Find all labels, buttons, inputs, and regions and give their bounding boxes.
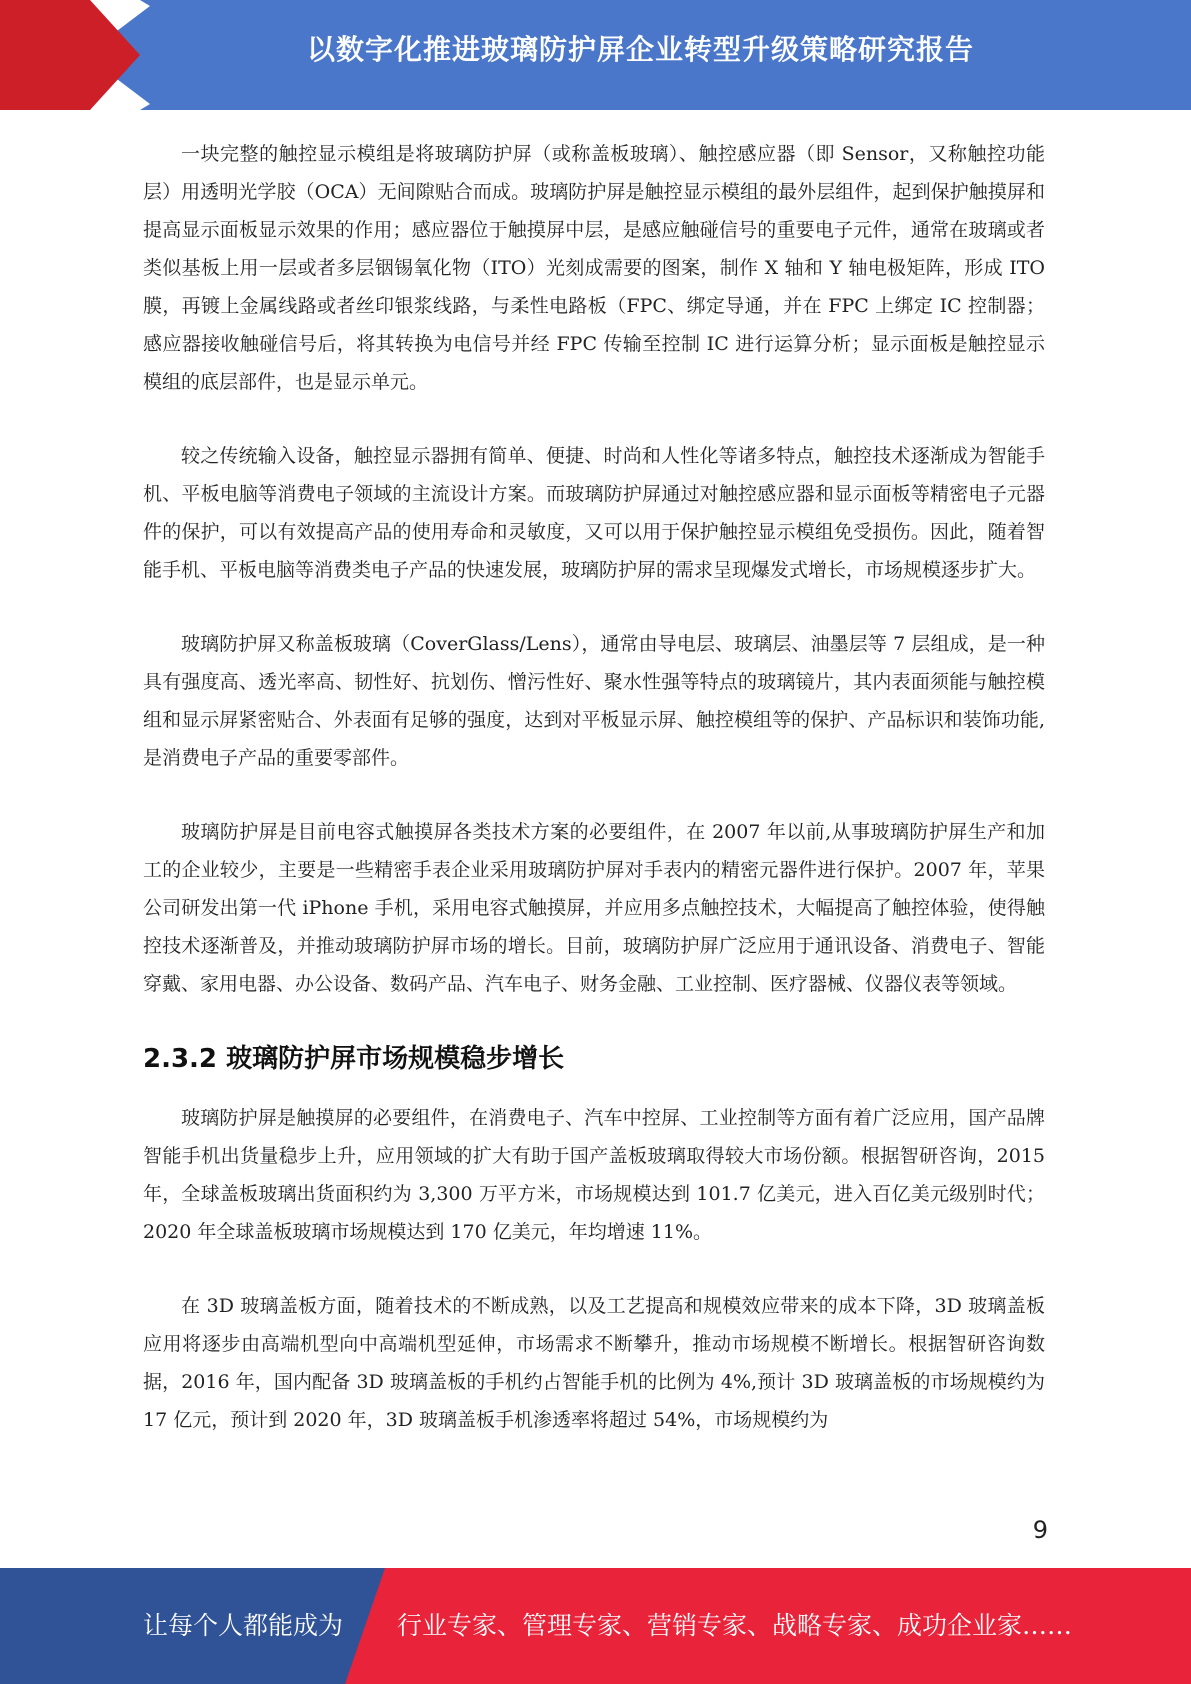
body-paragraph-2: 较之传统输入设备，触控显示器拥有简单、便捷、时尚和人性化等诸多特点，触控技术逐渐成为智能手机、平板电脑等消费电子领域的主流设计方案。而玻璃防护屏通过对触控感应器和显示面板等精密电子元器件的保护，可以有效提高产品的使用寿命和灵敏度，又可以用于保护触控显示模组免受损伤。因此，随着智能手机、平板电脑等消费类电子产品的快速发展，玻璃防护屏的需求呈现爆发式增长，市场规模逐步扩大。 — [143, 445, 1045, 581]
page-footer — [0, 1568, 1191, 1684]
page-header — [0, 0, 1191, 110]
body-paragraph-3: 玻璃防护屏又称盖板玻璃（CoverGlass/Lens），通常由导电层、玻璃层、油墨层等 7 层组成，是一种具有强度高、透光率高、韧性好、抗划伤、憎污性好、聚水性强等特点的玻璃镜片，其内表面须能与触控模组和显示屏紧密贴合、外表面有足够的强度，达到对平板显示屏、触控模组等的保护、产品标识和装饰功能,是消费电子产品的重要零部件。 — [143, 633, 1045, 769]
body-paragraph-4: 玻璃防护屏是目前电容式触摸屏各类技术方案的必要组件，在 2007 年以前,从事玻璃防护屏生产和加工的企业较少，主要是一些精密手表企业采用玻璃防护屏对手表内的精密元器件进行保护。2007 年，苹果公司研发出第一代 iPhone 手机，采用电容式触摸屏，并应用多点触控技术，大幅提高了触控体验，使得触控技术逐渐普及，并推动玻璃防护屏市场的增长。目前，玻璃防护屏广泛应用于通讯设备、消费电子、智能穿戴、家用电器、办公设备、数码产品、汽车电子、财务金融、工业控制、医疗器械、仪器仪表等领域。 — [143, 821, 1045, 995]
footer-slogan-left: 让每个人都能成为 — [143, 1611, 344, 1640]
section-heading: 2.3.2 玻璃防护屏市场规模稳步增长 — [143, 1044, 565, 1074]
document-body — [143, 135, 1045, 1475]
report-title: 以数字化推进玻璃防护屏企业转型升级策略研究报告 — [306, 33, 974, 66]
body-paragraph-1: 一块完整的触控显示模组是将玻璃防护屏（或称盖板玻璃）、触控感应器（即 Sensor，又称触控功能层）用透明光学胶（OCA）无间隙贴合而成。玻璃防护屏是触控显示模组的最外层组件，起到保护触摸屏和提高显示面板显示效果的作用；感应器位于触摸屏中层，是感应触碰信号的重要电子元件，通常在玻璃或者类似基板上用一层或者多层铟锡氧化物（ITO）光刻成需要的图案，制作 X 轴和 Y 轴电极矩阵，形成 ITO 膜，再镀上金属线路或者丝印银浆线路，与柔性电路板（FPC、绑定导通，并在 FPC 上绑定 IC 控制器；感应器接收触碰信号后，将其转换为电信号并经 FPC 传输至控制 IC 进行运算分析；显示面板是触控显示模组的底层部件，也是显示单元。 — [143, 143, 1045, 393]
footer-slogan-right: 行业专家、管理专家、营销专家、战略专家、成功企业家…… — [397, 1611, 1073, 1640]
section-paragraph-2: 在 3D 玻璃盖板方面，随着技术的不断成熟，以及工艺提高和规模效应带来的成本下降，3D 玻璃盖板应用将逐步由高端机型向中高端机型延伸，市场需求不断攀升，推动市场规模不断增长。根据智研咨询数据，2016 年，国内配备 3D 玻璃盖板的手机约占智能手机的比例为 4%,预计 3D 玻璃盖板的市场规模约为 17 亿元，预计到 2020 年，3D 玻璃盖板手机渗透率将超过 54%，市场规模约为 — [143, 1295, 1045, 1431]
page-number: 9 — [1032, 1516, 1048, 1544]
header-arrow-icon — [0, 0, 150, 110]
section-paragraph-1: 玻璃防护屏是触摸屏的必要组件，在消费电子、汽车中控屏、工业控制等方面有着广泛应用，国产品牌智能手机出货量稳步上升，应用领域的扩大有助于国产盖板玻璃取得较大市场份额。根据智研咨询，2015 年，全球盖板玻璃出货面积约为 3,300 万平方米，市场规模达到 101.7 亿美元，进入百亿美元级别时代；2020 年全球盖板玻璃市场规模达到 170 亿美元，年均增速 11%。 — [143, 1107, 1045, 1243]
